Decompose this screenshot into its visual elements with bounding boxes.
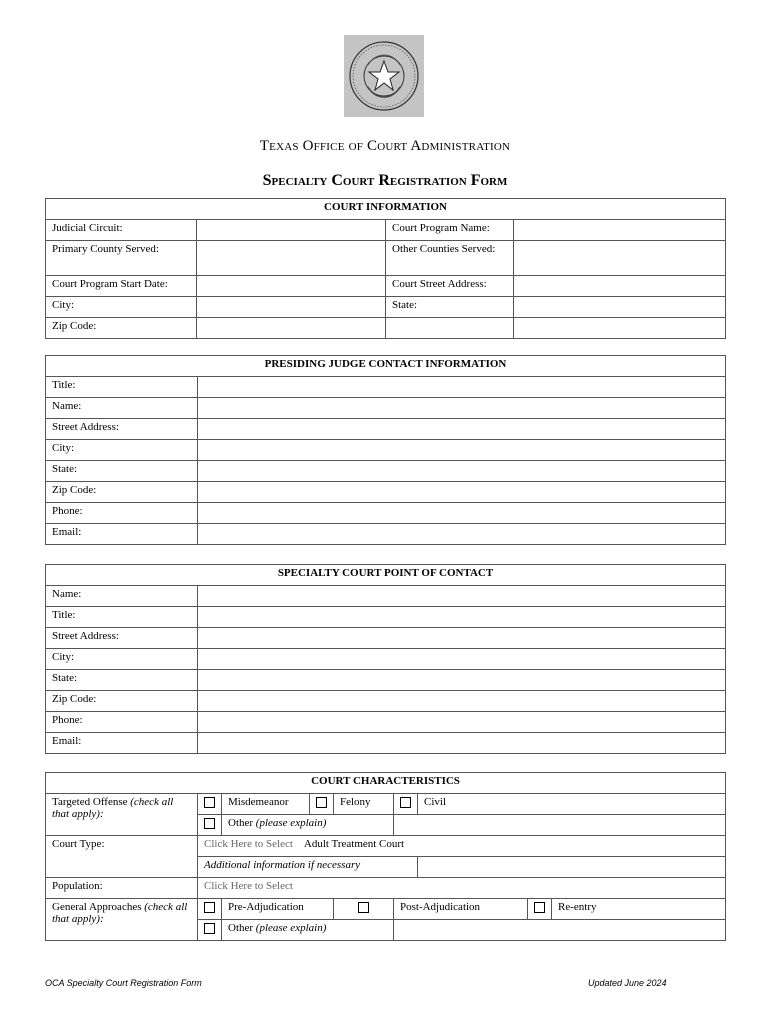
approach-other-checkbox[interactable] [198,920,222,941]
judge-name-field[interactable] [198,398,726,419]
zip-label: Zip Code: [46,318,197,339]
judge-title-label: Title: [46,377,198,398]
poc-email-label: Email: [46,733,198,754]
judge-street-field[interactable] [198,419,726,440]
judge-email-field[interactable] [198,524,726,545]
state-seal-logo [344,35,424,117]
misdemeanor-checkbox[interactable] [198,794,222,815]
judge-name-label: Name: [46,398,198,419]
judge-contact-table [45,355,726,545]
poc-street-field[interactable] [198,628,726,649]
poc-email-field[interactable] [198,733,726,754]
pre-adjudication-label: Pre-Adjudication [222,899,334,920]
court-program-name-field[interactable] [514,220,726,241]
state-field[interactable] [514,297,726,318]
population-label: Population: [46,878,198,899]
judge-state-field[interactable] [198,461,726,482]
post-adjudication-label: Post-Adjudication [394,899,528,920]
reentry-label: Re-entry [552,899,726,920]
other-counties-field[interactable] [514,241,726,276]
judicial-circuit-label: Judicial Circuit: [46,220,197,241]
judge-state-label: State: [46,461,198,482]
felony-checkbox[interactable] [310,794,334,815]
poc-street-label: Street Address: [46,628,198,649]
judge-phone-label: Phone: [46,503,198,524]
city-field[interactable] [197,297,386,318]
population-dropdown[interactable]: Click Here to Select [198,878,726,899]
state-label: State: [386,297,514,318]
offense-other-checkbox[interactable] [198,815,222,836]
poc-zip-field[interactable] [198,691,726,712]
start-date-label: Court Program Start Date: [46,276,197,297]
additional-info-blank[interactable] [418,857,726,878]
footer-form-name: OCA Specialty Court Registration Form [45,978,202,988]
court-type-value: Adult Treatment Court [303,838,405,850]
targeted-offense-label: Targeted Offense (check all that apply): [46,794,198,836]
court-information-heading: COURT INFORMATION [46,199,726,220]
poc-city-label: City: [46,649,198,670]
judge-zip-label: Zip Code: [46,482,198,503]
offense-other-label: Other (please explain) [222,815,394,836]
judge-email-label: Email: [46,524,198,545]
point-of-contact-heading: SPECIALTY COURT POINT OF CONTACT [46,565,726,586]
blank-cell [514,318,726,339]
misdemeanor-label: Misdemeanor [222,794,310,815]
judicial-circuit-field[interactable] [197,220,386,241]
court-type-dropdown[interactable] [198,836,726,857]
poc-state-label: State: [46,670,198,691]
point-of-contact-table [45,564,726,754]
city-label: City: [46,297,197,318]
poc-title-field[interactable] [198,607,726,628]
primary-county-field[interactable] [197,241,386,276]
court-program-name-label: Court Program Name: [386,220,514,241]
post-adjudication-checkbox[interactable] [334,899,394,920]
agency-name: Texas Office of Court Administration [259,138,511,154]
judge-city-label: City: [46,440,198,461]
civil-label: Civil [418,794,726,815]
pre-adjudication-checkbox[interactable] [198,899,222,920]
blank-cell [386,318,514,339]
poc-phone-label: Phone: [46,712,198,733]
judge-contact-heading: PRESIDING JUDGE CONTACT INFORMATION [46,356,726,377]
poc-zip-label: Zip Code: [46,691,198,712]
footer-updated-date: Updated June 2024 [588,978,667,988]
approach-other-label: Other (please explain) [222,920,394,941]
additional-info-field[interactable]: Additional information if necessary [198,857,418,878]
felony-label: Felony [334,794,394,815]
court-characteristics-table [45,772,726,941]
poc-name-field[interactable] [198,586,726,607]
judge-phone-field[interactable] [198,503,726,524]
court-characteristics-heading: COURT CHARACTERISTICS [46,773,726,794]
start-date-field[interactable] [197,276,386,297]
other-counties-label: Other Counties Served: [386,241,514,276]
court-street-address-label: Court Street Address: [386,276,514,297]
poc-name-label: Name: [46,586,198,607]
form-title: Specialty Court Registration Form [262,172,508,189]
approach-other-explain-field[interactable] [394,920,726,941]
judge-title-field[interactable] [198,377,726,398]
zip-field[interactable] [197,318,386,339]
court-type-placeholder: Click Here to Select [204,838,293,850]
judge-city-field[interactable] [198,440,726,461]
offense-other-explain-field[interactable] [394,815,726,836]
civil-checkbox[interactable] [394,794,418,815]
judge-street-label: Street Address: [46,419,198,440]
primary-county-label: Primary County Served: [46,241,197,276]
court-information-table [45,198,726,339]
judge-zip-field[interactable] [198,482,726,503]
poc-title-label: Title: [46,607,198,628]
court-type-label: Court Type: [46,836,198,878]
general-approaches-label: General Approaches (check all that apply): [46,899,198,941]
reentry-checkbox[interactable] [528,899,552,920]
poc-phone-field[interactable] [198,712,726,733]
poc-state-field[interactable] [198,670,726,691]
court-street-address-field[interactable] [514,276,726,297]
poc-city-field[interactable] [198,649,726,670]
